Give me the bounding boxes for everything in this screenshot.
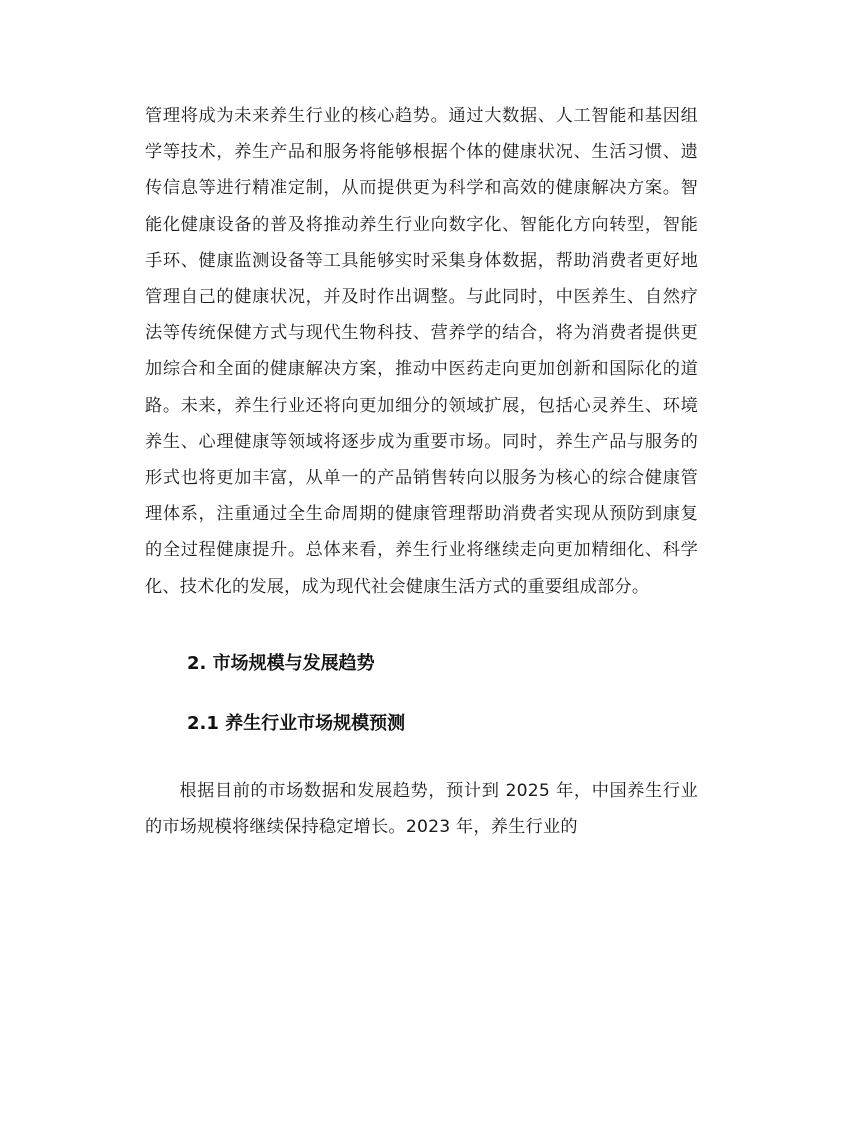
subsection-heading: 2.1 养生行业市场规模预测 — [187, 712, 406, 734]
section-heading: 2. 市场规模与发展趋势 — [187, 652, 375, 674]
body-paragraph-subsection: 根据目前的市场数据和发展趋势，预计到 2025 年，中国养生行业的市场规模将继续保持稳定增长。2023 年，养生行业的 — [145, 780, 698, 838]
body-paragraph: 管理将成为未来养生行业的核心趋势。通过大数据、人工智能和基因组学等技术，养生产品和服务将能够根据个体的健康状况、生活习惯、遗传信息等进行精准定制，从而提供更为科学和高效的健康解决方案。智能化健康设备的普及将推动养生行业向数字化、智能化方向转型，智能手环、健康监测设备等工具能够实时采集身体数据，帮助消费者更好地管理自己的健康状况，并及时作出调整。与此同时，中医养生、自然疗法等传统保健方式与现代生物科技、营养学的结合，将为消费者提供更加综合和全面的健康解决方案，推动中医药走向更加创新和国际化的道路。未来，养生行业还将向更加细分的领域扩展，包括心灵养生、环境养生、心理健康等领域将逐步成为重要市场。同时，养生产品与服务的形式也将更加丰富，从单一的产品销售转向以服务为核心的综合健康管理体系，注重通过全生命周期的健康管理帮助消费者实现从预防到康复的全过程健康提升。总体来看，养生行业将继续走向更加精细化、科学化、技术化的发展，成为现代社会健康生活方式的重要组成部分。 — [145, 106, 698, 597]
document-body — [145, 98, 698, 845]
